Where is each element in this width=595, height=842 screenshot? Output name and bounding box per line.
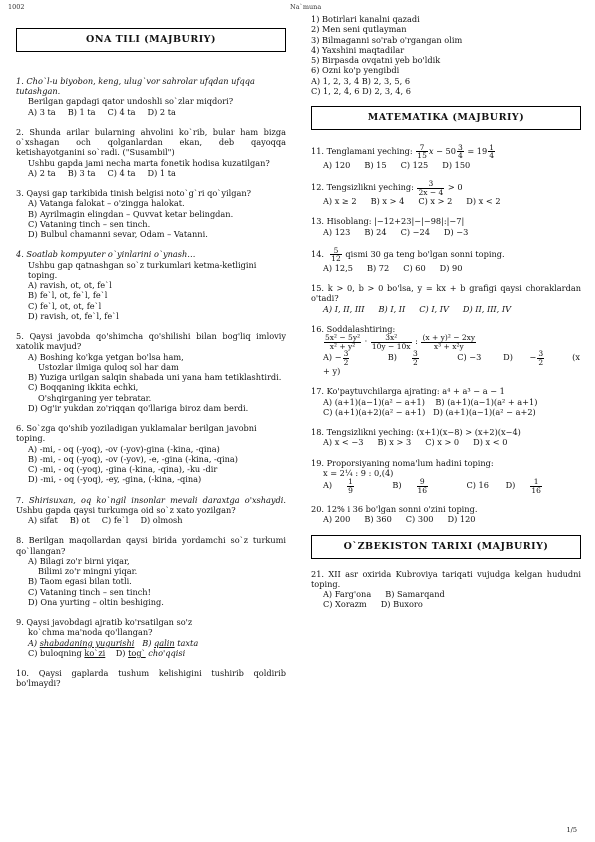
- question-4: 4. Soatlab kompyuter o`yinlarini o`ynash… Ushbu gap qatnashgan so`z turkumlari ketma-ketligini toping. A) ravish, ot, ot, fe`l B) fe`l, ot, fe`l, fe`l C) fe`l, ot, ot, fe`l D) ravish, ot, fe`l, fe`l: [16, 249, 257, 321]
- question-19: 19. Proporsiyaning noma'lum hadini toping: x = 2¼ : 9 : 0,(4) A) $\frac{1}{9}$ B) $\frac{9}{16}$ C) 16 D) $\frac{1}{16}$: [311, 457, 541, 495]
- question-15: 15. k > 0, b > 0 bo'lsa, y = kx + b grafigi qaysi choraklardan o'tadi? A) I, II, III B) I, II C) I, IV D) II, III, IV: [311, 283, 581, 314]
- question-11: 11. Tenglamani yeching: $\frac{7}{15}$ x − 50 $\frac{3}{4}$ = 19 $\frac{1}{4}$ A) 120 B) 15 C) 125 D) 150: [311, 142, 494, 170]
- section-ona-tili: ONA TILI (MAJBURIY): [16, 28, 286, 52]
- q10-statements: 1) Botirlari kanalni qazadi 2) Men seni qutlayman 3) Bilmaganni so'rab o'rgangan olim 4) Yaxshini maqtadilar 5) Birpasda ovqatni yeb bo'ldik 6) Ozni ko'p yengibdi A) 1, 2, 3, 4 B) 2, 3, 5, 6 C) 1, 2, 4, 6 D) 2, 3, 4, 6: [311, 14, 463, 96]
- question-12: 12. Tengsizlikni yeching: $\frac{3}{2x - 4}$ > 0 A) x ≥ 2 B) x > 4 C) x > 2 D) x < 2: [311, 179, 501, 207]
- question-14: 14. $\frac{5}{12}$ qismi 30 ga teng bo'lgan sonni toping. A) 12,5 B) 72 C) 60 D) 90: [311, 245, 505, 273]
- question-2: 2. Shunda arilar bularning ahvolini ko`rib, bular ham bizga o`xshagan och qolganlardan ekan, deb qayoqqa ketishayotganini so`radi. ("Susambil") Ushbu gapda jami necha marta fonetik hodisa kuzatilgan? A) 2 ta B) 3 ta C) 4 ta D) 1 ta: [16, 126, 286, 178]
- question-3: 3. Qaysi gap tarkibida tinish belgisi noto`g`ri qo`yilgan? A) Vatanga falokat – o'zingga halokat. B) Ayrilmagin elingdan – Quvvat ketar belingdan. C) Vataning tinch – sen tinch. D) Bulbul chamanni sevar, Odam – Vatanni.: [16, 188, 252, 240]
- doc-namuna: Na`muna: [290, 3, 322, 11]
- left-column: [16, 12, 286, 699]
- question-10: 10. Qaysi gaplarda tushum kelishigini tushirib qoldirib bo'lmaydi?: [16, 668, 286, 689]
- page-number: 1/5: [566, 825, 577, 834]
- question-1: 1. Cho`l-u biyobon, keng, ulug`vor sahrolar ufqdan ufqqa tutashgan. Berilgan gapdagi qator undoshli so`zlar miqdori? A) 3 ta B) 1 ta C) 4 ta D) 2 ta: [16, 75, 255, 117]
- question-18: 18. Tengsizlikni yeching: (x+1)(x−8) > (x+2)(x−4) A) x < −3 B) x > 3 C) x > 0 D) x < 0: [311, 427, 521, 448]
- question-6: 6. So`zga qo'shib yoziladigan yuklamalar berilgan javobni toping. A) -mi, - oq (-yoq), -ov (-yov)-gina (-kina, -qina) B) -mi, - oq (-yoq), -ov (-yov), -e, -gina (-kina, -qina) C) -mi, - oq (-yoq), -gina (-kina, -qina), -ku -dir D) -mi, - oq (-yoq), -ey, -gina, (-kina, -qina): [16, 423, 257, 485]
- question-5: 5. Qaysi javobda qo'shimcha qo'shilishi bilan bog'liq imloviy xatolik mavjud? A) Boshing ko'kga yetgan bo'lsa ham, Ustozlar ilmiga quloq sol har dam B) Yuziga urilgan salqin shabada uni yana ham tetiklashtirdi. C) Boqqaning ikkita echki, O'shqirganing yer tebratar. D) Og'ir yukdan zo'riqqan qo'llariga biroz dam berdi.: [16, 331, 286, 413]
- question-9: 9. Qaysi javobdagi ajratib ko'rsatilgan so'z ko`chma ma'noda qo'llangan? A) shabadaning yugurishi B) qalin taxta C) buloqning ko`zi D) tog` cho'qqisi: [16, 617, 199, 658]
- question-21: 21. XII asr oxirida Kubroviya tariqati vujudga kelgan hududni toping. A) Farg'ona B) Samarqand C) Xorazm D) Buxoro: [311, 568, 581, 610]
- question-13: 13. Hisoblang: |−12+23|−|−98|:|−7| A) 123 B) 24 C) −24 D) −3: [311, 216, 469, 237]
- question-17: 17. Ko'paytuvchilarga ajrating: a⁴ + a³ − a − 1 A) (a+1)(a−1)(a² − a+1) B) (a+1)(a−1)(a² + a+1) C) (a+1)(a+2)(a² − a+1) D) (a+1)(a−1)(a² − a+2): [311, 386, 538, 417]
- section-tarix: O`ZBEKISTON TARIXI (MAJBURIY): [311, 535, 581, 559]
- question-8: 8. Berilgan maqollardan qaysi birida yordamchi so`z turkumi qo`llangan? A) Bilagi zo'r birni yiqar, Bilimi zo'r mingni yiqar. B) Taom egasi bilan totli. C) Vataning tinch – sen tinch! D) Ona yurting – oltin beshiging.: [16, 535, 286, 607]
- doc-code: 1002: [8, 3, 25, 11]
- right-column: [311, 14, 581, 620]
- question-7: 7. Shirisuxan, oq ko`ngil insonlar mevali daraxtga o'xshaydi. Ushbu gapda qaysi turkumga oid so`z xato yozilgan? A) sifat B) ot C) fe`l D) olmosh: [16, 494, 287, 526]
- question-20: 20. 12% i 36 bo'lgan sonni o'zini toping. A) 200 B) 360 C) 300 D) 120: [311, 504, 478, 525]
- section-matematika: MATEMATIKA (MAJBURIY): [311, 106, 581, 130]
- question-16: 16. Soddalashtiring: $\frac{\text{5x² − 5y²}}{\text{x² + y²}}$ · $\frac{\text{3x²}}{10y - 10x}$ : $\frac{\text{(x + y)² − 2xy}}{\text{x³ + x²y}}$ A) − $\frac{3}{2}$ B) $\frac{3}{2}$ C) −3 D) − $\frac{3}{2}$ (x + y): [311, 323, 580, 377]
